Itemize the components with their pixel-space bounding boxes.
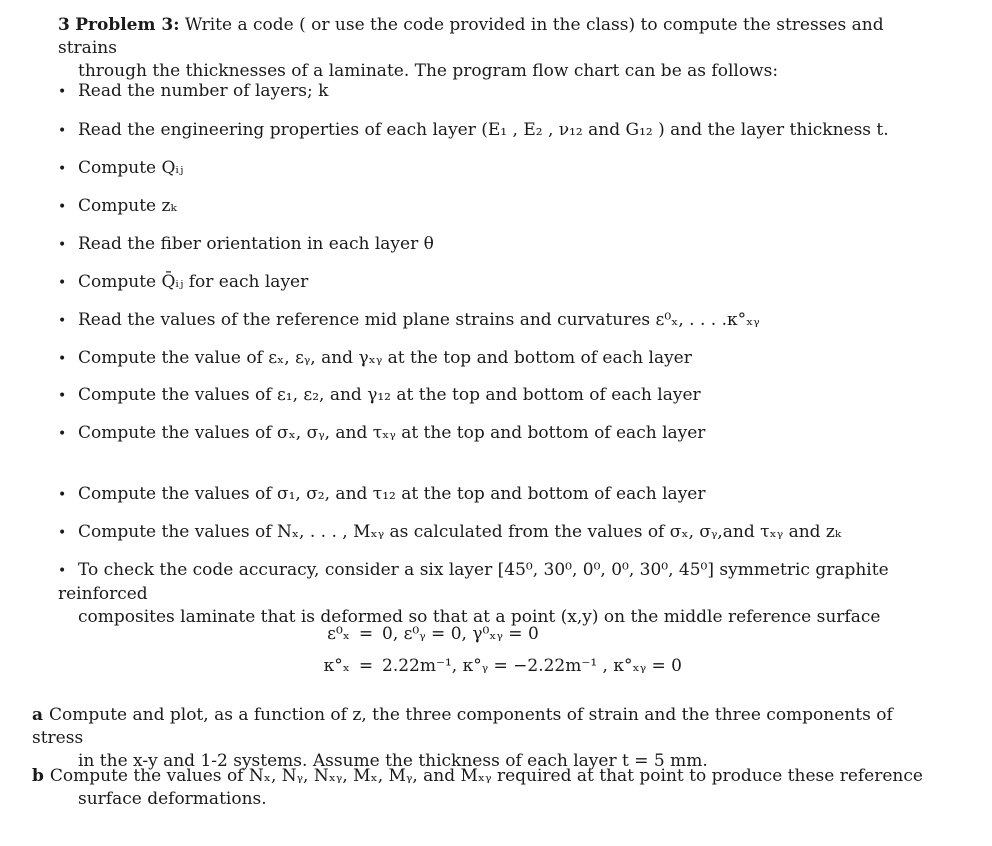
- bullet-icon: •: [58, 351, 67, 367]
- part-b: [32, 765, 932, 811]
- bullet-icon: •: [58, 487, 67, 503]
- equation-relation: =: [358, 656, 374, 676]
- part-line-2: in the x-y and 1-2 systems. Assume the thickness of each layer t = 5 mm.: [78, 751, 708, 771]
- part-line-1: Compute and plot, as a function of z, the three components of strain and the three components of stress: [32, 705, 893, 748]
- step-text: Compute the values of ε₁, ε₂, and γ₁₂ at the top and bottom of each layer: [78, 385, 701, 405]
- bullet-icon: •: [58, 199, 67, 215]
- equation-lhs: ε⁰ₓ: [327, 624, 350, 644]
- list-item: [58, 422, 705, 446]
- list-item: [58, 483, 705, 507]
- check-item: [58, 559, 928, 629]
- step-text: Compute Qᵢⱼ: [78, 158, 184, 178]
- bullet-icon: •: [58, 275, 67, 291]
- equation-lhs: κ°ₓ: [323, 656, 350, 676]
- step-text: Read the number of layers; k: [78, 81, 329, 101]
- bullet-icon: •: [58, 388, 67, 404]
- part-line-2: surface deformations.: [78, 789, 267, 809]
- problem-intro-line-1: Write a code ( or use the code provided in the class) to compute the stresses and strains: [58, 15, 884, 58]
- bullet-icon: •: [58, 426, 67, 442]
- list-item: [58, 384, 701, 408]
- bullet-icon: •: [58, 161, 67, 177]
- list-item: [58, 521, 841, 545]
- part-line-1: Compute the values of Nₓ, Nᵧ, Nₓᵧ, Mₓ, Mᵧ, and Mₓᵧ required at that point to produce these reference: [49, 766, 923, 786]
- list-item: [58, 309, 760, 333]
- bullet-icon: •: [58, 313, 67, 329]
- part-a: [32, 704, 932, 773]
- part-label: b: [32, 766, 44, 786]
- step-text: Compute the values of σₓ, σᵧ, and τₓᵧ at the top and bottom of each layer: [78, 423, 706, 443]
- equation-rhs: 0, ε⁰ᵧ = 0, γ⁰ₓᵧ = 0: [382, 624, 539, 644]
- step-text: Compute the values of σ₁, σ₂, and τ₁₂ at the top and bottom of each layer: [78, 484, 706, 504]
- list-item: [58, 271, 308, 295]
- check-line-2: composites laminate that is deformed so that at a point (x,y) on the middle reference surface: [78, 607, 881, 627]
- list-item: [58, 347, 692, 371]
- problem-intro-line-2: through the thicknesses of a laminate. The program flow chart can be as follows:: [78, 61, 779, 81]
- list-item: [58, 119, 889, 143]
- step-text: Compute Q̄ᵢⱼ for each layer: [78, 272, 309, 292]
- step-text: Compute zₖ: [78, 196, 177, 216]
- step-text: Compute the value of εₓ, εᵧ, and γₓᵧ at the top and bottom of each layer: [78, 348, 692, 368]
- step-text: Read the engineering properties of each layer (E₁ , E₂ , ν₁₂ and G₁₂ ) and the layer thickness t.: [78, 120, 889, 140]
- step-text: Read the fiber orientation in each layer θ: [78, 234, 434, 254]
- bullet-icon: •: [58, 84, 67, 100]
- part-label: a: [32, 705, 44, 725]
- list-item: [58, 80, 328, 104]
- bullet-icon: •: [58, 525, 67, 541]
- problem-title: Problem 3:: [75, 15, 180, 35]
- step-text: Compute the values of Nₓ, . . . , Mₓᵧ as calculated from the values of σₓ, σᵧ,and τₓᵧ and zₖ: [78, 522, 842, 542]
- problem-heading: [58, 14, 938, 83]
- equation-row: [300, 655, 682, 678]
- problem-number: 3: [58, 15, 70, 35]
- bullet-icon: •: [58, 563, 67, 579]
- check-line-1: To check the code accuracy, consider a six layer [45⁰, 30⁰, 0⁰, 0⁰, 30⁰, 45⁰] symmetric graphite reinforced: [58, 560, 889, 604]
- equation-rhs: 2.22m⁻¹, κ°ᵧ = −2.22m⁻¹ , κ°ₓᵧ = 0: [382, 656, 682, 676]
- equation-relation: =: [358, 624, 374, 644]
- list-item: [58, 157, 183, 181]
- equation-row: [300, 623, 539, 646]
- list-item: [58, 233, 434, 257]
- list-item: [58, 195, 177, 219]
- bullet-icon: •: [58, 237, 67, 253]
- bullet-icon: •: [58, 123, 67, 139]
- step-text: Read the values of the reference mid plane strains and curvatures ε⁰ₓ, . . . .κ°ₓᵧ: [78, 310, 760, 330]
